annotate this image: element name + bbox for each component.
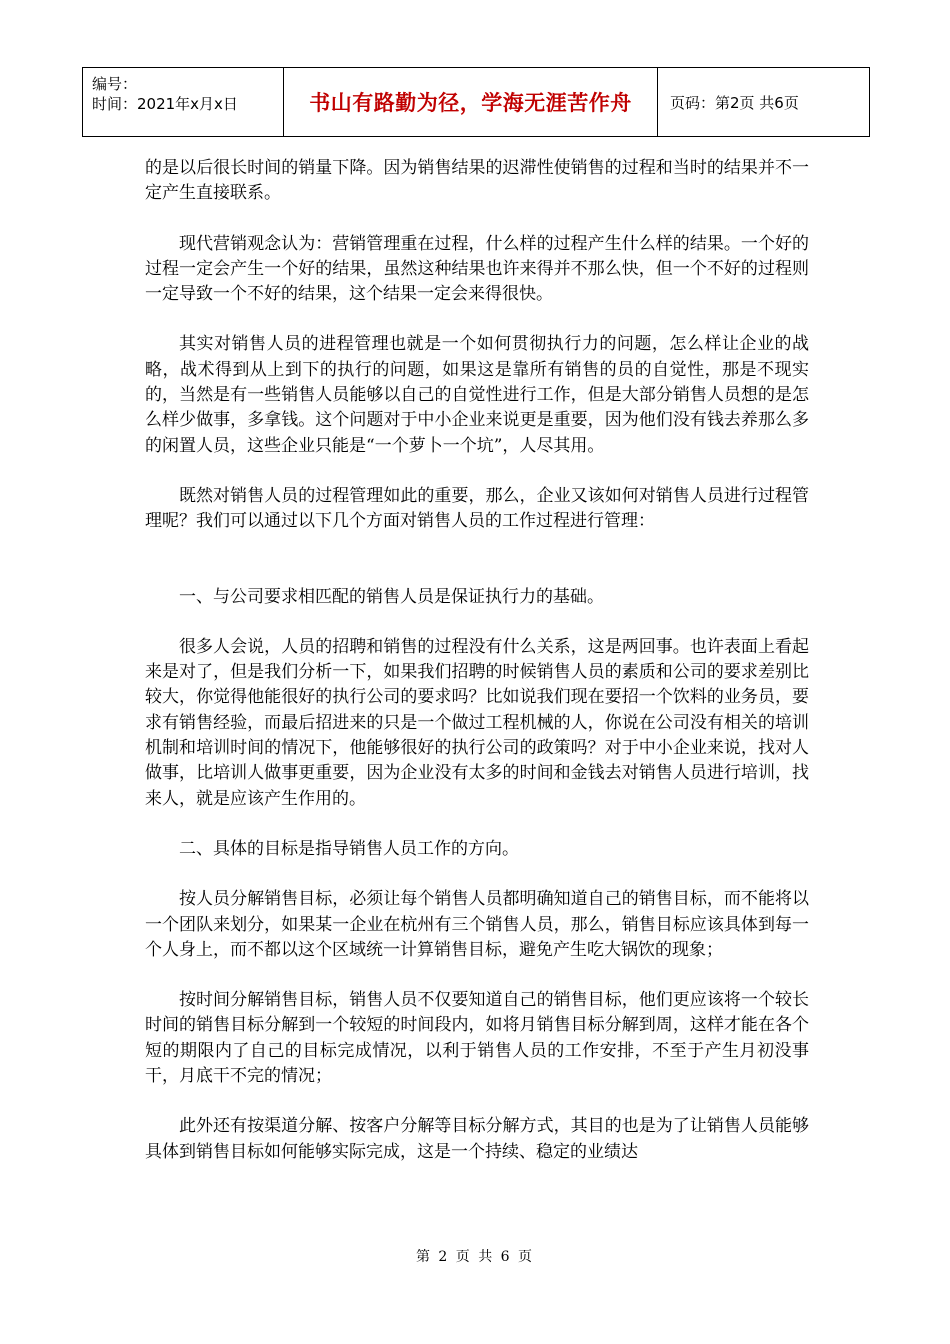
paragraph: 其实对销售人员的进程管理也就是一个如何贯彻执行力的问题，怎么样让企业的战略，战术得到从上到下的执行的问题，如果这是靠所有销售的员的自觉性，那是不现实的，当然是有一些销售人员能够以自己的自觉性进行工作，但是大部分销售人员想的是怎么样少做事，多拿钱。这个问题对于中小企业来说更是重要，因为他们没有钱去养那么多的闲置人员，这些企业只能是“一个萝卜一个坑”，人尽其用。: [145, 334, 809, 456]
date-label: 时间：2021年x月x日: [92, 95, 238, 113]
document-body: [145, 156, 809, 1165]
paragraph: 的是以后很长时间的销量下降。因为销售结果的迟滞性使销售的过程和当时的结果并不一定产生直接联系。: [145, 158, 809, 204]
paragraph: 按人员分解销售目标，必须让每个销售人员都明确知道自己的销售目标，而不能将以一个团队来划分，如果某一企业在杭州有三个销售人员，那么，销售目标应该具体到每一个人身上，而不都以这个区域统一计算销售目标，避免产生吃大锅饮的现象；: [145, 889, 809, 960]
page-label: 页码：第2页 共6页: [670, 93, 799, 112]
header-meta: [83, 68, 284, 136]
paragraph: 既然对销售人员的过程管理如此的重要，那么，企业又该如何对销售人员进行过程管理呢？我们可以通过以下几个方面对销售人员的工作过程进行管理：: [145, 485, 809, 532]
page-header: [82, 67, 870, 137]
section-heading: 一、与公司要求相匹配的销售人员是保证执行力的基础。: [179, 586, 604, 607]
paragraph: 很多人会说，人员的招聘和销售的过程没有什么关系，这是两回事。也许表面上看起来是对了，但是我们分析一下，如果我们招聘的时候销售人员的素质和公司的要求差别比较大，你觉得他能很好的执行公司的要求吗？比如说我们现在要招一个饮料的业务员，要求有销售经验，而最后招进来的只是一个做过工程机械的人，你说在公司没有相关的培训机制和培训时间的情况下，他能够很好的执行公司的政策吗？对于中小企业来说，找对人做事，比培训人做事更重要，因为企业没有太多的时间和金钱去对销售人员进行培训，找来人，就是应该产生作用的。: [145, 636, 809, 809]
paragraph: 现代营销观念认为：营销管理重在过程，什么样的过程产生什么样的结果。一个好的过程一定会产生一个好的结果，虽然这种结果也许来得并不那么快，但一个不好的过程则一定导致一个不好的结果，这个结果一定会来得很快。: [145, 233, 809, 305]
page-footer: 第 2 页 共 6 页: [415, 1249, 535, 1265]
code-label: 编号：: [92, 75, 138, 93]
paragraph: 按时间分解销售目标，销售人员不仅要知道自己的销售目标，他们更应该将一个较长时间的销售目标分解到一个较短的时间段内，如将月销售目标分解到周，这样才能在各个短的期限内了自己的目标完成情况，以利于销售人员的工作安排，不至于产生月初没事干，月底干不完的情况；: [145, 990, 809, 1087]
paragraph: 此外还有按渠道分解、按客户分解等目标分解方式，其目的也是为了让销售人员能够具体到销售目标如何能够实际完成，这是一个持续、稳定的业绩达: [145, 1116, 809, 1162]
motto: 书山有路勤为径，学海无涯苦作舟: [284, 68, 658, 136]
section-heading: 二、具体的目标是指导销售人员工作的方向。: [179, 838, 519, 859]
